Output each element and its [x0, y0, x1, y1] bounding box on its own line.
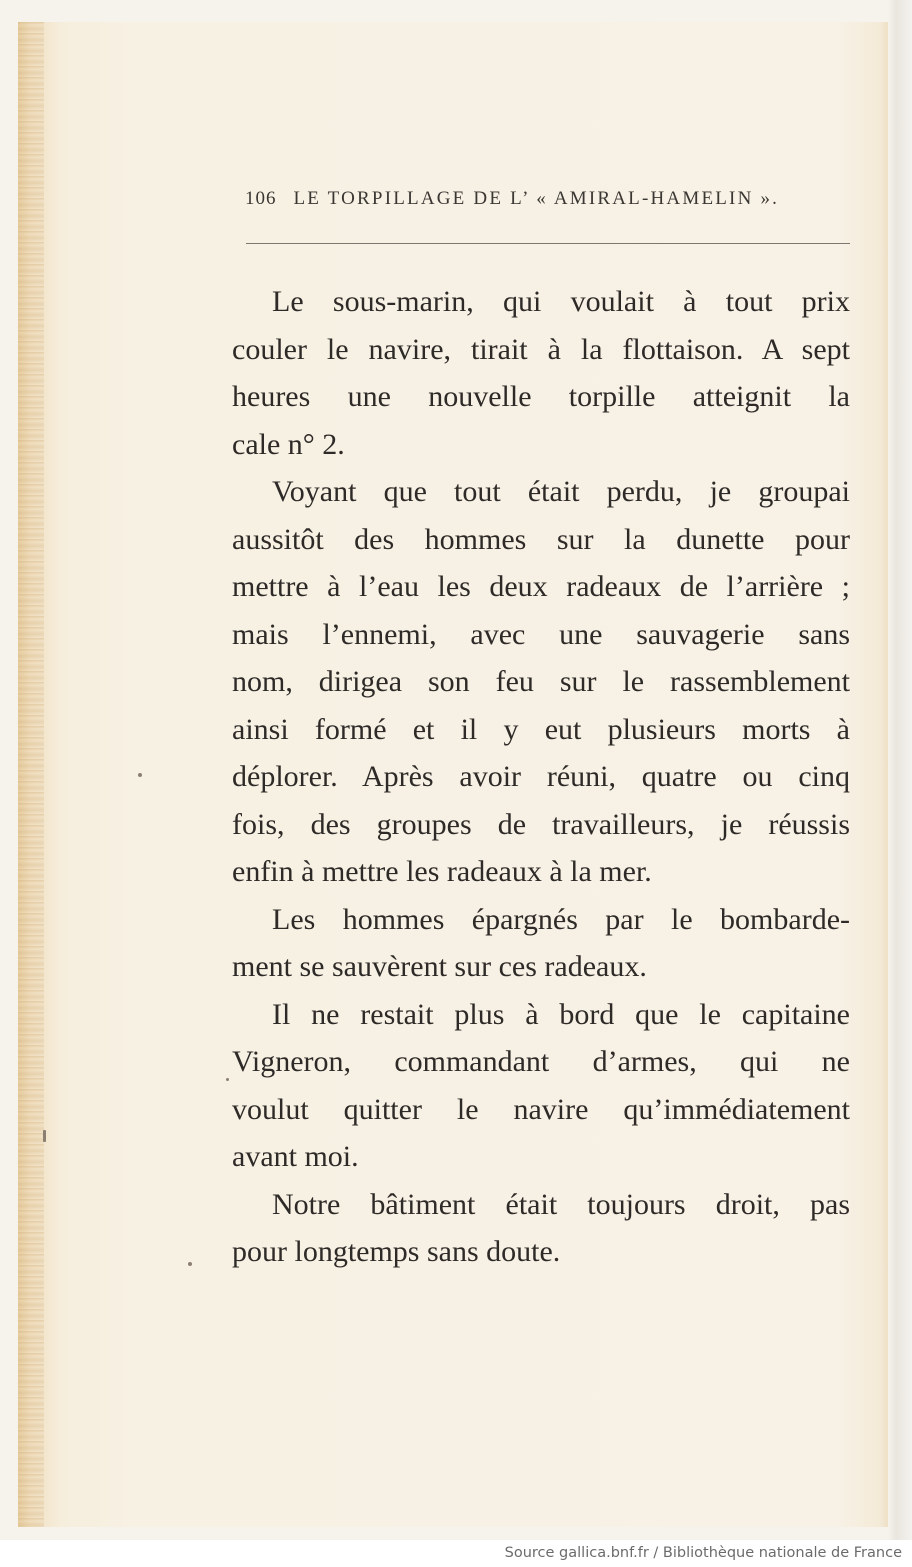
header-rule [246, 243, 850, 244]
text-line: enfin à mettre les radeaux à la mer. [232, 855, 652, 888]
running-head [245, 188, 855, 218]
text-line: avant moi. [232, 1140, 359, 1173]
text-line: heures une nouvelle torpille atteignit la [232, 380, 850, 413]
text-line: voulut quitter le navire qu’immédiatement [232, 1092, 850, 1126]
paper-speck [188, 1262, 192, 1266]
page-number: 106 [245, 188, 277, 209]
text-line: ainsi formé et il y eut plusieurs morts à [232, 712, 850, 746]
text-line: couler le navire, tirait à la flottaison. A sept [232, 332, 850, 366]
running-head-title: LE TORPILLAGE DE L’ « AMIRAL-HAMELIN ». [293, 188, 780, 209]
paragraph [232, 468, 850, 896]
text-line: mettre à l’eau les deux radeaux de l’arrière ; [232, 570, 850, 603]
scanner-edge [888, 0, 912, 1540]
body-text [232, 278, 850, 1276]
text-line: cale n° 2. [232, 427, 345, 461]
paper-speck [226, 1078, 229, 1081]
source-credit: Source gallica.bnf.fr / Bibliothèque nationale de France [504, 1545, 902, 1561]
text-line: Le sous-marin, qui voulait à tout prix [272, 285, 850, 318]
paper-speck [138, 773, 142, 777]
text-line: pour longtemps sans doute. [232, 1235, 561, 1268]
text-line: Il ne restait plus à bord que le capitaine [272, 997, 850, 1031]
page-left-edge [18, 22, 44, 1527]
paragraph [232, 896, 850, 991]
text-line: fois, des groupes de travailleurs, je réussis [232, 807, 850, 841]
text-line: nom, dirigea son feu sur le rassemblement [232, 665, 850, 698]
text-line: ment se sauvèrent sur ces radeaux. [232, 950, 647, 983]
text-line: Notre bâtiment était toujours droit, pas [272, 1187, 850, 1221]
text-line: déplorer. Après avoir réuni, quatre ou cinq [232, 760, 850, 793]
text-line: Voyant que tout était perdu, je groupai [272, 475, 850, 508]
paragraph [232, 278, 850, 468]
text-line: mais l’ennemi, avec une sauvagerie sans [232, 617, 850, 651]
text-line: Les hommes épargnés par le bombarde- [272, 902, 850, 936]
text-line: Vigneron, commandant d’armes, qui ne [232, 1045, 850, 1078]
paragraph [232, 991, 850, 1181]
paper-speck [43, 1130, 46, 1142]
text-line: aussitôt des hommes sur la dunette pour [232, 522, 850, 556]
paragraph [232, 1181, 850, 1276]
